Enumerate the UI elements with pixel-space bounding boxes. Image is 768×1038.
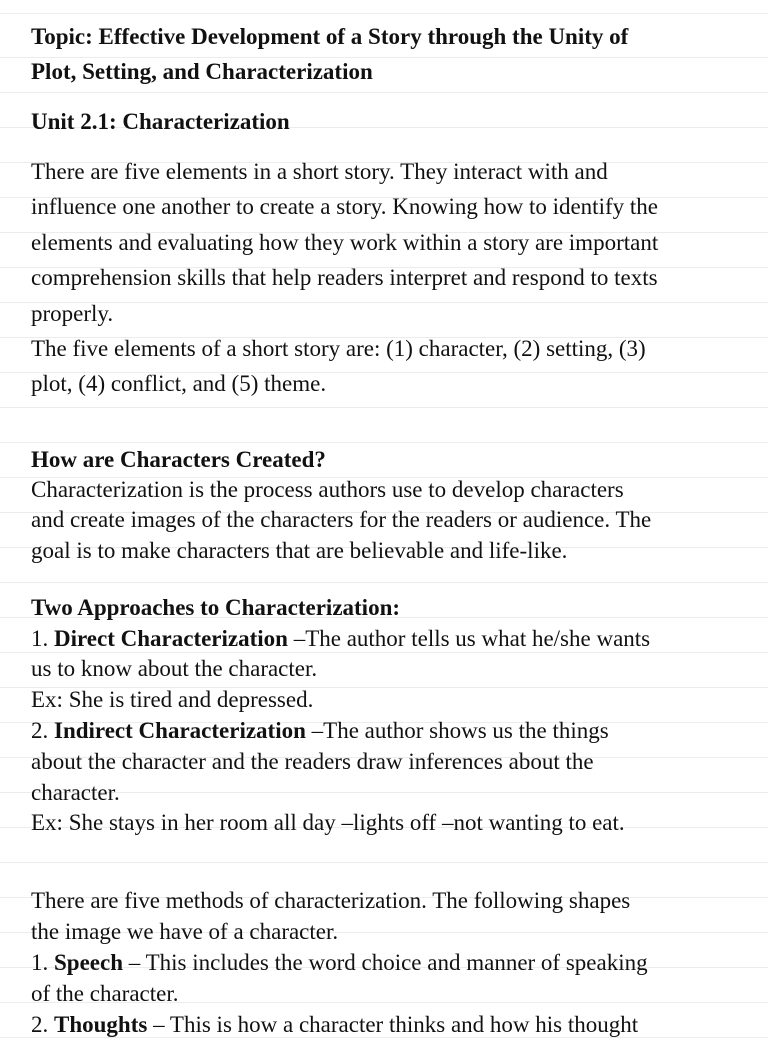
intro-line: The five elements of a short story are: (1) character, (2) setting, (3) [31, 336, 646, 361]
term-indirect-characterization: Indirect Characterization [54, 718, 306, 743]
definition-text: –The author tells us what he/she wants [287, 626, 651, 651]
example-line: Ex: She stays in her room all day –lights off –not wanting to eat. [31, 810, 625, 835]
paragraph-line: character. [31, 780, 120, 805]
topic-title-line-1: Topic: Effective Development of a Story through the Unity of [31, 24, 629, 49]
list-number: 1. [31, 950, 54, 975]
paragraph-line: about the character and the readers draw inferences about the [31, 749, 594, 774]
list-number: 2. [31, 718, 54, 743]
method-speech-item [31, 950, 648, 976]
term-direct-characterization: Direct Characterization [54, 626, 288, 651]
topic-title-line-2: Plot, Setting, and Characterization [31, 59, 373, 84]
method-thoughts-item [31, 1012, 638, 1038]
section-heading-approaches: Two Approaches to Characterization: [31, 595, 401, 620]
paragraph-line: There are five methods of characterization. The following shapes [31, 888, 631, 913]
indirect-characterization-item [31, 718, 609, 744]
intro-line: plot, (4) conflict, and (5) theme. [31, 371, 327, 396]
intro-line: influence one another to create a story. Knowing how to identify the [31, 194, 658, 219]
paragraph-line: the image we have of a character. [31, 919, 339, 944]
paragraph-line: goal is to make characters that are believable and life-like. [31, 538, 568, 563]
definition-text: –The author shows us the things [305, 718, 609, 743]
example-line: Ex: She is tired and depressed. [31, 687, 314, 712]
definition-text: – This includes the word choice and manner of speaking [123, 950, 648, 975]
definition-text: – This is how a character thinks and how his thought [147, 1012, 639, 1037]
term-speech: Speech [54, 950, 123, 975]
intro-line: elements and evaluating how they work within a story are important [31, 230, 659, 255]
section-heading-characters-created: How are Characters Created? [31, 447, 326, 472]
list-number: 1. [31, 626, 54, 651]
intro-line: There are five elements in a short story. They interact with and [31, 159, 608, 184]
list-number: 2. [31, 1012, 54, 1037]
term-thoughts: Thoughts [54, 1012, 148, 1037]
intro-line: comprehension skills that help readers interpret and respond to texts [31, 265, 658, 290]
paragraph-line: us to know about the character. [31, 656, 318, 681]
paragraph-line: Characterization is the process authors use to develop characters [31, 477, 624, 502]
intro-line: properly. [31, 301, 114, 326]
unit-heading: Unit 2.1: Characterization [31, 109, 290, 134]
paragraph-line: of the character. [31, 981, 179, 1006]
paragraph-line: and create images of the characters for the readers or audience. The [31, 507, 652, 532]
direct-characterization-item [31, 626, 650, 652]
